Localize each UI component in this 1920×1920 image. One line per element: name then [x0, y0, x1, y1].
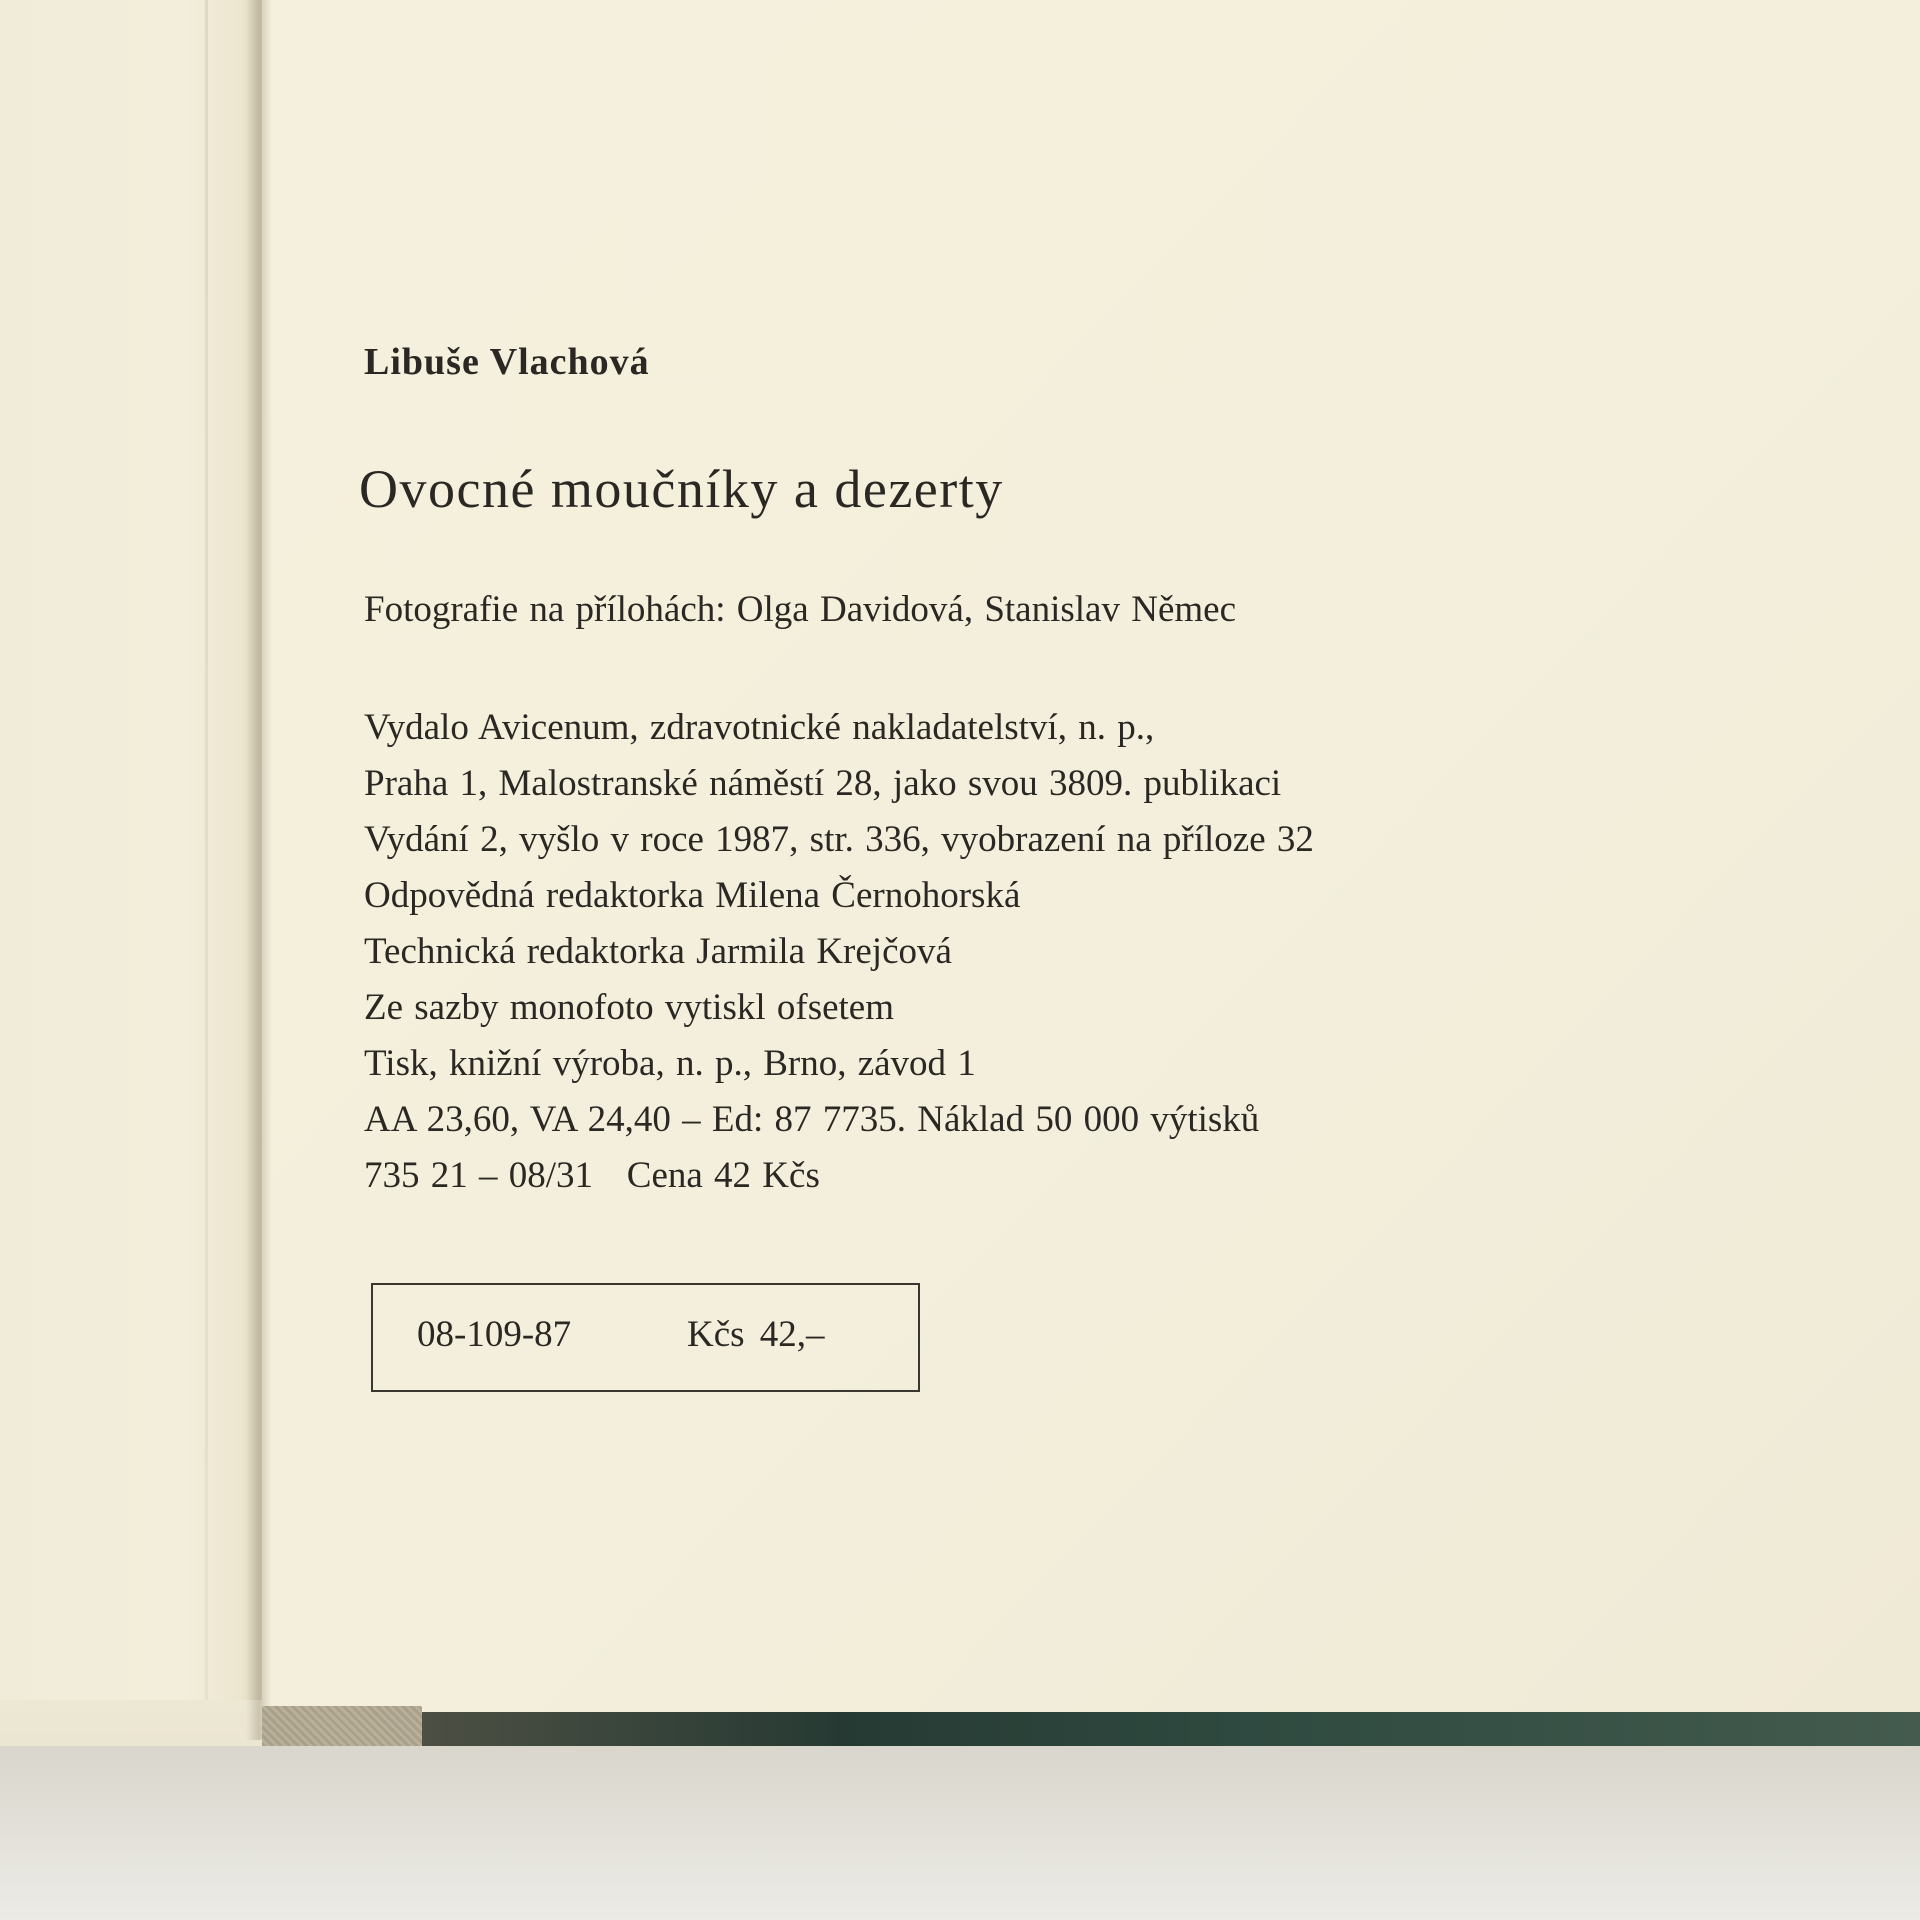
imprint-line: Tisk, knižní výroba, n. p., Brno, závod 1	[364, 1043, 976, 1084]
spine-cloth	[262, 1706, 422, 1750]
imprint-line: AA 23,60, VA 24,40 – Ed: 87 7735. Náklad 50 000 výtisků	[364, 1099, 1260, 1140]
book-cover-edge	[262, 1712, 1920, 1746]
book-title: Ovocné moučníky a dezerty	[359, 459, 1004, 519]
imprint-line: Praha 1, Malostranské náměstí 28, jako svou 3809. publikaci	[364, 763, 1282, 804]
imprint-line: Ze sazby monofoto vytiskl ofsetem	[364, 987, 895, 1028]
left-page	[0, 0, 262, 1920]
photo-credit: Fotografie na přílohách: Olga Davidová, Stanislav Němec	[364, 589, 1236, 630]
imprint-line: Vydání 2, vyšlo v roce 1987, str. 336, vyobrazení na příloze 32	[364, 819, 1314, 860]
catalog-code: 08-109-87	[417, 1314, 572, 1355]
imprint-line: Vydalo Avicenum, zdravotnické nakladatelství, n. p.,	[364, 707, 1155, 748]
price-box	[371, 1283, 920, 1392]
left-page-edge	[205, 0, 208, 1920]
imprint-line: 735 21 – 08/31 Cena 42 Kčs	[364, 1155, 820, 1196]
page-gutter	[246, 0, 272, 1740]
price-label: Kčs 42,–	[687, 1314, 825, 1355]
background-surface	[0, 1746, 1920, 1920]
author-name: Libuše Vlachová	[364, 341, 650, 383]
imprint-block	[364, 700, 1314, 1204]
imprint-line: Technická redaktorka Jarmila Krejčová	[364, 931, 952, 972]
imprint-line: Odpovědná redaktorka Milena Černohorská	[364, 875, 1021, 916]
